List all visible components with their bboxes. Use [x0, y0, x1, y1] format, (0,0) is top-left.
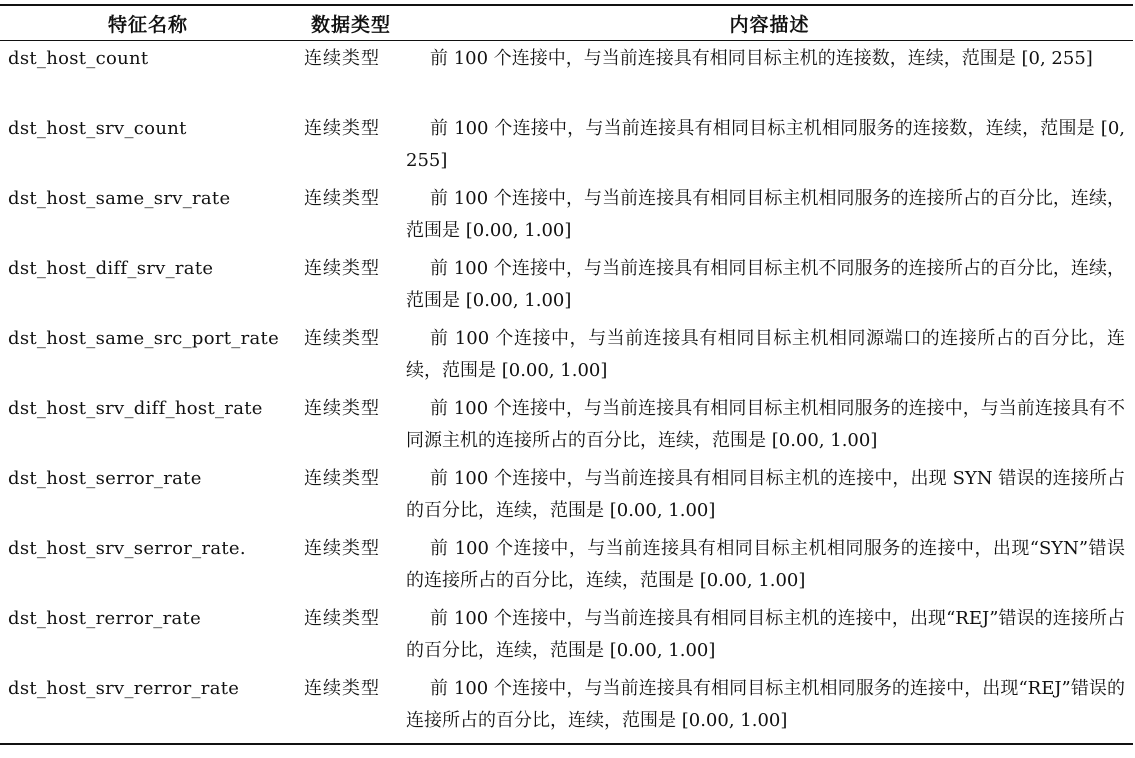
feature-table [0, 4, 1133, 745]
feature-name-cell: dst_host_same_src_port_rate [8, 328, 280, 349]
feature-name-cell: dst_host_serror_rate [8, 468, 202, 489]
description-cell: 前 100 个连接中，与当前连接具有相同目标主机相同服务的连接中，出现“REJ”错误的连接所占的百分比，连续，范围是 [0.00, 1.00] [406, 678, 1125, 731]
feature-name-cell: dst_host_count [8, 48, 149, 69]
description-cell: 前 100 个连接中，与当前连接具有相同目标主机不同服务的连接所占的百分比，连续，范围是 [0.00, 1.00] [406, 258, 1125, 311]
data-type-cell: 连续类型 [304, 328, 380, 349]
table-row [0, 253, 1133, 323]
data-type-cell: 连续类型 [304, 468, 380, 489]
data-type-cell: 连续类型 [304, 608, 380, 629]
table-body [0, 41, 1133, 745]
feature-name-cell: dst_host_diff_srv_rate [8, 258, 214, 279]
table-row [0, 41, 1133, 114]
description-cell: 前 100 个连接中，与当前连接具有相同目标主机相同服务的连接数，连续，范围是 [0, 255] [406, 118, 1125, 171]
description-cell: 前 100 个连接中，与当前连接具有相同目标主机的连接数，连续，范围是 [0, 255] [430, 48, 1093, 69]
header-data-type: 数据类型 [310, 13, 391, 36]
feature-name-cell: dst_host_srv_rerror_rate [8, 678, 240, 699]
data-type-cell: 连续类型 [304, 258, 380, 279]
description-cell: 前 100 个连接中，与当前连接具有相同目标主机相同服务的连接中，与当前连接具有不同源主机的连接所占的百分比，连续，范围是 [0.00, 1.00] [406, 398, 1125, 451]
table-row [0, 113, 1133, 183]
header-feature-name: 特征名称 [107, 13, 188, 36]
table-row [0, 393, 1133, 463]
table-row [0, 183, 1133, 253]
description-cell: 前 100 个连接中，与当前连接具有相同目标主机相同源端口的连接所占的百分比，连续，范围是 [0.00, 1.00] [406, 328, 1125, 381]
description-cell: 前 100 个连接中，与当前连接具有相同目标主机相同服务的连接中，出现“SYN”错误的连接所占的百分比，连续，范围是 [0.00, 1.00] [406, 538, 1125, 591]
data-type-cell: 连续类型 [304, 398, 380, 419]
feature-name-cell: dst_host_srv_serror_rate. [8, 538, 246, 559]
description-cell: 前 100 个连接中，与当前连接具有相同目标主机的连接中，出现 SYN 错误的连接所占的百分比，连续，范围是 [0.00, 1.00] [406, 468, 1125, 521]
data-type-cell: 连续类型 [304, 118, 380, 139]
description-cell: 前 100 个连接中，与当前连接具有相同目标主机相同服务的连接所占的百分比，连续，范围是 [0.00, 1.00] [406, 188, 1125, 241]
table-row [0, 673, 1133, 744]
table-row [0, 533, 1133, 603]
feature-name-cell: dst_host_rerror_rate [8, 608, 202, 629]
table-row [0, 603, 1133, 673]
data-type-cell: 连续类型 [304, 48, 380, 69]
feature-name-cell: dst_host_same_srv_rate [8, 188, 231, 209]
feature-name-cell: dst_host_srv_count [8, 118, 187, 139]
feature-name-cell: dst_host_srv_diff_host_rate [8, 398, 263, 419]
table-row [0, 463, 1133, 533]
data-type-cell: 连续类型 [304, 188, 380, 209]
table-header [0, 5, 1133, 41]
header-row [0, 5, 1133, 41]
description-cell: 前 100 个连接中，与当前连接具有相同目标主机的连接中，出现“REJ”错误的连接所占的百分比，连续，范围是 [0.00, 1.00] [406, 608, 1125, 661]
data-type-cell: 连续类型 [304, 538, 380, 559]
table-row [0, 323, 1133, 393]
header-description: 内容描述 [729, 13, 810, 36]
data-type-cell: 连续类型 [304, 678, 380, 699]
